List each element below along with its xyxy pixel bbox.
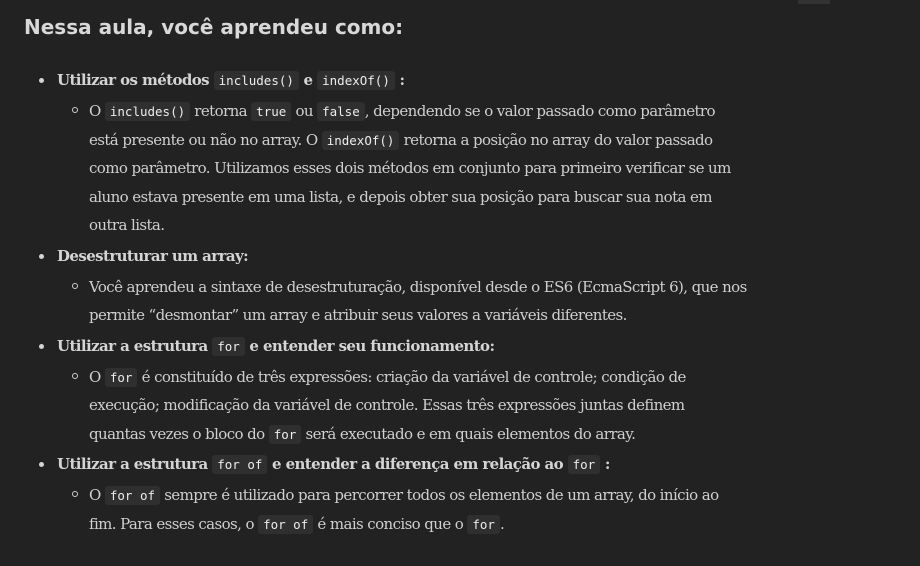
inline-code: for	[105, 368, 138, 387]
list-item	[24, 448, 764, 538]
text-line: O includes() retorna true ou false , dependendo se o valor passado como parâmetro	[89, 102, 715, 120]
list-item-title: Utilizar os métodos includes() e indexOf() :	[57, 71, 405, 89]
inline-code: indexOf()	[322, 131, 400, 150]
sub-list	[57, 272, 764, 330]
text-line: quantas vezes o bloco do for será executado e em quais elementos do array.	[89, 424, 636, 443]
inline-code: includes()	[214, 71, 299, 90]
list-item	[24, 240, 764, 330]
sub-list	[57, 480, 764, 538]
text-line: permite “desmontar” um array e atribuir seus valores a variáveis diferentes.	[89, 306, 627, 324]
inline-code: for	[269, 425, 302, 444]
page-title: Nessa aula, você aprendeu como:	[24, 15, 404, 39]
text-line: outra lista.	[89, 216, 165, 234]
corner-tab	[798, 0, 830, 4]
text-line: Você aprendeu a sintaxe de desestruturação, disponível desde o ES6 (EcmaScript 6), que nos	[89, 277, 747, 296]
inline-code: for of	[258, 515, 313, 534]
inline-code: false	[317, 102, 365, 121]
sub-list-item	[57, 480, 764, 538]
sub-list	[57, 362, 764, 449]
list-item-title: Desestruturar um array:	[57, 246, 249, 265]
text-line: O for of sempre é utilizado para percorrer todos os elementos de um array, do início ao	[89, 486, 719, 504]
sub-list-item	[57, 272, 764, 330]
inline-code: includes()	[105, 102, 190, 121]
text-line: aluno estava presente em uma lista, e depois obter sua posição para buscar sua nota em	[89, 187, 712, 206]
text-line: está presente ou não no array. O indexOf() retorna a posição no array do valor passado	[89, 130, 713, 149]
inline-code: for	[212, 337, 245, 356]
inline-code: for	[568, 455, 601, 474]
text-line: como parâmetro. Utilizamos esses dois métodos em conjunto para primeiro verificar se um	[89, 159, 731, 177]
summary-list	[24, 64, 764, 538]
inline-code: for	[467, 515, 500, 534]
inline-code: true	[251, 102, 291, 121]
inline-code: for of	[212, 455, 267, 474]
list-item	[24, 330, 764, 449]
sub-list-item	[57, 362, 764, 449]
sub-list	[57, 96, 764, 240]
inline-code: for of	[105, 486, 160, 505]
text-line: execução; modificação da variável de controle. Essas três expressões juntas definem	[89, 396, 685, 414]
list-item-title: Utilizar a estrutura for e entender seu funcionamento:	[57, 336, 495, 355]
list-item-title: Utilizar a estrutura for of e entender a diferença em relação ao for :	[57, 455, 610, 473]
inline-code: indexOf()	[317, 71, 395, 90]
list-item	[24, 64, 764, 240]
text-line: O for é constituído de três expressões: criação da variável de controle; condição de	[89, 367, 686, 386]
sub-list-item	[57, 96, 764, 240]
text-line: fim. Para esses casos, o for of é mais conciso que o for .	[89, 514, 505, 533]
